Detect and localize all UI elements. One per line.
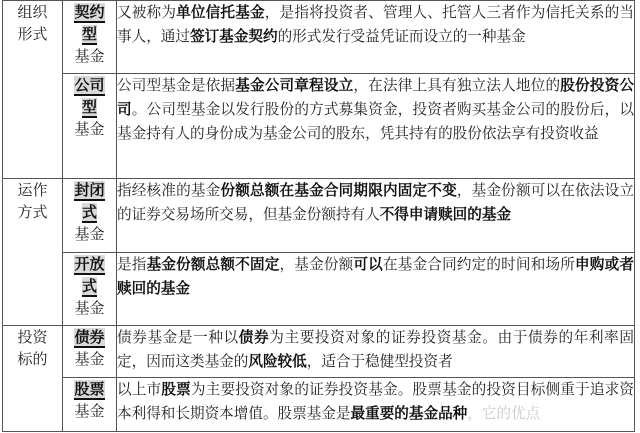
fund-type-suffix: 基金 <box>74 225 105 243</box>
fund-type-name <box>63 74 116 96</box>
category-label: 运作 <box>17 181 48 199</box>
fund-type-name <box>63 179 116 201</box>
fund-type-name <box>63 253 116 275</box>
fund-type-name <box>63 275 116 297</box>
table-row <box>3 74 635 179</box>
description-cell <box>117 326 635 378</box>
description-text: ，是指将投资者、管理人、托管人三者作为信托关系的当事人，通过 <box>117 4 634 45</box>
description-text: ，基金份额 <box>279 256 354 273</box>
type-cell <box>63 326 117 378</box>
fund-type-suffix: 基金 <box>74 299 105 317</box>
description-text: ，适合于稳健型投资者 <box>306 353 453 370</box>
category-label: 标的 <box>17 350 48 368</box>
fund-type-name <box>63 23 116 45</box>
type-cell <box>63 253 117 326</box>
fund-type-name-text: 契约 <box>74 3 105 21</box>
type-cell <box>63 74 117 179</box>
description-cell <box>117 378 635 432</box>
description-text: 公司型基金是依据 <box>117 77 236 94</box>
category-cell-ops <box>3 179 63 326</box>
fund-type-name-text: 债券 <box>74 328 105 346</box>
emphasis-text: 基金公司章程设立 <box>235 77 354 94</box>
emphasis-text: 单位信托基金 <box>176 4 265 21</box>
fund-classification-table <box>2 0 635 432</box>
description-text: 的形式发行受益凭证而设立的一种基金 <box>277 28 526 45</box>
fund-type-name-text: 型 <box>81 98 97 116</box>
fund-type-name <box>63 201 116 223</box>
fund-type-name-text: 公司 <box>74 76 105 94</box>
description-text: 指经核准的基金 <box>117 182 221 199</box>
category-cell-inv <box>3 326 63 432</box>
fund-type-suffix: 基金 <box>74 350 105 368</box>
description-text: 在基金合同约定的时间和场所 <box>382 256 576 273</box>
description-text: 以上市 <box>117 381 162 398</box>
fund-type-suffix: 基金 <box>74 402 105 420</box>
category-cell-org <box>3 1 63 179</box>
fund-type-name-text: 股票 <box>74 380 105 398</box>
table-row <box>3 179 635 253</box>
description-text: ，基金份额可以在依法设立的证券交易场所交易，但基金份额持有人 <box>117 182 634 223</box>
description-cell <box>117 1 635 74</box>
emphasis-text: 可以 <box>353 256 383 273</box>
type-cell <box>63 1 117 74</box>
fund-type-name-text: 式 <box>81 203 97 221</box>
description-text: ，在法律上具有独立法人地位的 <box>353 77 561 94</box>
fund-type-name <box>63 378 116 400</box>
description-cell <box>117 253 635 326</box>
emphasis-text: 债券 <box>238 329 270 346</box>
description-text: 为主要投资对象的证券投资基金。由于债券的年利率固定，因而这类基金的 <box>117 329 634 370</box>
table-row <box>3 1 635 74</box>
fund-type-name-text: 封闭 <box>74 181 105 199</box>
fund-type-suffix: 基金 <box>74 120 105 138</box>
category-label: 组织 <box>17 3 48 21</box>
description-text: 债券基金是一种以 <box>117 329 239 346</box>
type-cell <box>63 378 117 432</box>
fund-type-name <box>63 1 116 23</box>
watermark-overlap-text: ，它的优点 <box>467 405 541 422</box>
category-label: 形式 <box>17 25 48 43</box>
emphasis-text: 申购或者赎回的基金 <box>117 256 634 297</box>
fund-type-name <box>63 326 116 348</box>
fund-type-name-text: 式 <box>81 277 97 295</box>
emphasis-text: 基金份额总额不固定 <box>146 256 280 273</box>
type-cell <box>63 179 117 253</box>
description-text: 是指 <box>117 256 147 273</box>
fund-type-name-text: 型 <box>81 25 97 43</box>
category-label: 方式 <box>17 203 48 221</box>
emphasis-text: 风险较低 <box>248 353 307 370</box>
emphasis-text: 不得申请赎回的基金 <box>379 206 512 223</box>
description-cell <box>117 179 635 253</box>
fund-type-name-text: 开放 <box>74 255 105 273</box>
description-cell <box>117 74 635 179</box>
fund-type-name <box>63 96 116 118</box>
emphasis-text: 签订基金契约 <box>189 28 278 45</box>
emphasis-text: 最重要的基金品种 <box>350 405 468 422</box>
table-row <box>3 326 635 378</box>
category-label: 投资 <box>17 328 48 346</box>
fund-type-suffix: 基金 <box>74 47 105 65</box>
description-text: 又被称为 <box>117 4 177 21</box>
description-text: 为主要投资对象的证券投资基金。股票基金的投资目标侧重于追求资本利得和长期资本增值。股票基金是 <box>117 381 634 422</box>
description-text: 。公司型基金以发行股份的方式募集资金，投资者购买基金公司的股份后，以基金持有人的身份成为基金公司的股东，凭其持有的股份依法享有投资收益 <box>117 101 634 142</box>
table-row <box>3 253 635 326</box>
emphasis-text: 股份投资公司 <box>117 77 634 118</box>
emphasis-text: 份额总额在基金合同期限内固定不变 <box>220 182 457 199</box>
emphasis-text: 股票 <box>161 381 191 398</box>
table-row <box>3 378 635 432</box>
